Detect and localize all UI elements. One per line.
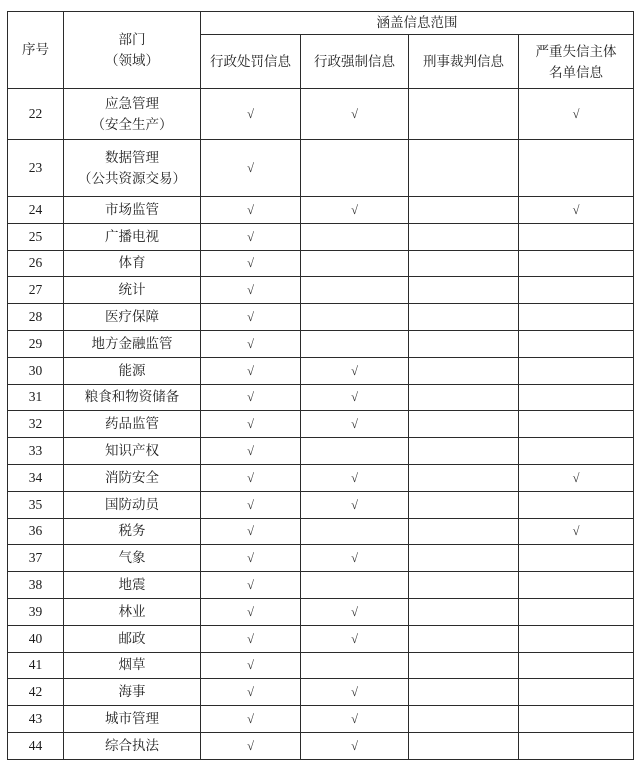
cell-check-admin-penalty: √ [201, 518, 301, 545]
table-row [8, 491, 634, 518]
cell-serial: 24 [8, 197, 64, 224]
cell-check-criminal-judgment [409, 491, 519, 518]
cell-department: 国防动员 [64, 491, 201, 518]
cell-check-admin-enforcement: √ [301, 357, 409, 384]
cell-check-admin-enforcement: √ [301, 384, 409, 411]
cell-check-admin-enforcement: √ [301, 598, 409, 625]
cell-check-admin-penalty: √ [201, 411, 301, 438]
table-body [8, 89, 634, 760]
cell-check-admin-enforcement [301, 518, 409, 545]
cell-department: 统计 [64, 277, 201, 304]
cell-check-admin-penalty: √ [201, 223, 301, 250]
cell-check-admin-enforcement: √ [301, 732, 409, 759]
cell-check-dishonest-list [519, 277, 634, 304]
cell-check-admin-penalty: √ [201, 491, 301, 518]
table-row [8, 304, 634, 331]
cell-check-criminal-judgment [409, 598, 519, 625]
cell-check-admin-penalty: √ [201, 625, 301, 652]
cell-department: 税务 [64, 518, 201, 545]
cell-check-admin-enforcement: √ [301, 679, 409, 706]
header-admin-penalty-line: 行政处罚信息 [210, 54, 291, 69]
cell-serial: 39 [8, 598, 64, 625]
cell-serial: 36 [8, 518, 64, 545]
cell-check-dishonest-list [519, 250, 634, 277]
table-row [8, 518, 634, 545]
table-row [8, 679, 634, 706]
cell-department: 体育 [64, 250, 201, 277]
cell-serial: 25 [8, 223, 64, 250]
cell-check-admin-enforcement [301, 140, 409, 197]
cell-serial: 28 [8, 304, 64, 331]
cell-check-admin-penalty: √ [201, 384, 301, 411]
cell-department: 消防安全 [64, 464, 201, 491]
cell-check-criminal-judgment [409, 140, 519, 197]
cell-check-admin-enforcement [301, 250, 409, 277]
cell-check-criminal-judgment [409, 330, 519, 357]
header-serial: 序号 [8, 12, 64, 89]
cell-check-criminal-judgment [409, 250, 519, 277]
cell-check-admin-penalty: √ [201, 357, 301, 384]
info-coverage-table [7, 11, 634, 760]
cell-check-criminal-judgment [409, 518, 519, 545]
cell-department: 林业 [64, 598, 201, 625]
cell-check-dishonest-list [519, 223, 634, 250]
cell-check-criminal-judgment [409, 572, 519, 599]
cell-check-admin-penalty: √ [201, 140, 301, 197]
cell-check-admin-enforcement [301, 304, 409, 331]
cell-check-dishonest-list [519, 545, 634, 572]
cell-check-admin-enforcement [301, 652, 409, 679]
cell-check-dishonest-list [519, 491, 634, 518]
cell-department [64, 140, 201, 197]
cell-check-admin-penalty: √ [201, 545, 301, 572]
cell-check-dishonest-list: √ [519, 197, 634, 224]
cell-department: 烟草 [64, 652, 201, 679]
cell-department-line: （安全生产） [91, 117, 173, 132]
cell-check-admin-penalty: √ [201, 706, 301, 733]
header-dishonest-list [519, 35, 634, 89]
cell-check-admin-enforcement: √ [301, 491, 409, 518]
cell-check-dishonest-list [519, 679, 634, 706]
cell-check-admin-penalty: √ [201, 438, 301, 465]
cell-check-admin-enforcement: √ [301, 411, 409, 438]
header-criminal-judgment-line: 刑事裁判信息 [423, 54, 504, 69]
cell-check-admin-penalty: √ [201, 277, 301, 304]
cell-check-criminal-judgment [409, 411, 519, 438]
table-row [8, 250, 634, 277]
cell-serial: 33 [8, 438, 64, 465]
table-row [8, 625, 634, 652]
cell-check-dishonest-list: √ [519, 518, 634, 545]
cell-department: 地方金融监管 [64, 330, 201, 357]
cell-check-dishonest-list [519, 572, 634, 599]
cell-check-criminal-judgment [409, 625, 519, 652]
cell-check-criminal-judgment [409, 357, 519, 384]
cell-check-admin-penalty: √ [201, 732, 301, 759]
table-row [8, 464, 634, 491]
table-row [8, 545, 634, 572]
header-admin-penalty [201, 35, 301, 89]
cell-check-criminal-judgment [409, 438, 519, 465]
cell-department: 能源 [64, 357, 201, 384]
table-row [8, 330, 634, 357]
cell-check-criminal-judgment [409, 545, 519, 572]
cell-serial: 43 [8, 706, 64, 733]
cell-serial: 22 [8, 89, 64, 140]
header-department-line1: 部门 [118, 32, 146, 47]
cell-serial: 35 [8, 491, 64, 518]
cell-check-criminal-judgment [409, 89, 519, 140]
cell-check-admin-enforcement: √ [301, 706, 409, 733]
cell-check-dishonest-list [519, 140, 634, 197]
cell-department-line: 数据管理 [105, 150, 159, 165]
header-department [64, 12, 201, 89]
cell-check-dishonest-list [519, 304, 634, 331]
cell-check-criminal-judgment [409, 679, 519, 706]
table-row [8, 572, 634, 599]
table-row [8, 89, 634, 140]
cell-check-admin-penalty: √ [201, 330, 301, 357]
cell-check-dishonest-list: √ [519, 464, 634, 491]
header-admin-enforcement-line: 行政强制信息 [314, 54, 395, 69]
cell-department: 知识产权 [64, 438, 201, 465]
cell-check-criminal-judgment [409, 197, 519, 224]
cell-serial: 40 [8, 625, 64, 652]
header-dishonest-list-line: 名单信息 [549, 64, 603, 80]
cell-serial: 41 [8, 652, 64, 679]
cell-check-admin-penalty: √ [201, 464, 301, 491]
cell-department: 海事 [64, 679, 201, 706]
cell-serial: 23 [8, 140, 64, 197]
cell-department: 城市管理 [64, 706, 201, 733]
cell-serial: 34 [8, 464, 64, 491]
table-row [8, 438, 634, 465]
cell-department: 医疗保障 [64, 304, 201, 331]
cell-check-criminal-judgment [409, 652, 519, 679]
cell-check-admin-penalty: √ [201, 250, 301, 277]
cell-check-admin-penalty: √ [201, 572, 301, 599]
cell-check-admin-enforcement: √ [301, 545, 409, 572]
cell-check-dishonest-list [519, 330, 634, 357]
cell-department: 广播电视 [64, 223, 201, 250]
table-row [8, 357, 634, 384]
cell-check-admin-penalty: √ [201, 652, 301, 679]
cell-serial: 37 [8, 545, 64, 572]
cell-check-admin-enforcement [301, 438, 409, 465]
header-admin-enforcement [301, 35, 409, 89]
cell-check-criminal-judgment [409, 304, 519, 331]
header-dishonest-list-line: 严重失信主体 [535, 43, 617, 59]
header-scope: 涵盖信息范围 [201, 12, 634, 35]
cell-department: 地震 [64, 572, 201, 599]
cell-department: 药品监管 [64, 411, 201, 438]
cell-check-dishonest-list [519, 384, 634, 411]
cell-check-dishonest-list [519, 652, 634, 679]
cell-department: 市场监管 [64, 197, 201, 224]
cell-department-line: 应急管理 [105, 96, 159, 111]
cell-check-admin-enforcement: √ [301, 464, 409, 491]
cell-department [64, 89, 201, 140]
cell-check-admin-enforcement [301, 572, 409, 599]
cell-department: 综合执法 [64, 732, 201, 759]
cell-check-admin-enforcement [301, 330, 409, 357]
cell-check-criminal-judgment [409, 706, 519, 733]
cell-check-criminal-judgment [409, 277, 519, 304]
table-row [8, 411, 634, 438]
cell-check-dishonest-list [519, 438, 634, 465]
table-row [8, 652, 634, 679]
cell-department: 粮食和物资储备 [64, 384, 201, 411]
header-criminal-judgment [409, 35, 519, 89]
cell-check-dishonest-list [519, 598, 634, 625]
cell-serial: 42 [8, 679, 64, 706]
table-row [8, 223, 634, 250]
table-row [8, 140, 634, 197]
cell-check-admin-enforcement: √ [301, 197, 409, 224]
cell-check-admin-penalty: √ [201, 598, 301, 625]
cell-check-admin-penalty: √ [201, 197, 301, 224]
cell-check-dishonest-list [519, 357, 634, 384]
table-row [8, 706, 634, 733]
cell-check-admin-enforcement [301, 223, 409, 250]
cell-serial: 27 [8, 277, 64, 304]
cell-check-criminal-judgment [409, 464, 519, 491]
cell-check-admin-penalty: √ [201, 679, 301, 706]
cell-check-admin-enforcement: √ [301, 625, 409, 652]
cell-check-criminal-judgment [409, 223, 519, 250]
table-row [8, 277, 634, 304]
cell-department: 气象 [64, 545, 201, 572]
table-row [8, 197, 634, 224]
table-row [8, 384, 634, 411]
cell-check-dishonest-list [519, 625, 634, 652]
cell-serial: 38 [8, 572, 64, 599]
header-department-line2: （领域） [105, 53, 159, 68]
cell-check-admin-enforcement [301, 277, 409, 304]
cell-check-criminal-judgment [409, 384, 519, 411]
table-header [8, 12, 634, 89]
cell-serial: 26 [8, 250, 64, 277]
cell-check-admin-penalty: √ [201, 89, 301, 140]
header-row-top [8, 12, 634, 35]
cell-department: 邮政 [64, 625, 201, 652]
cell-serial: 31 [8, 384, 64, 411]
cell-serial: 44 [8, 732, 64, 759]
cell-check-dishonest-list [519, 411, 634, 438]
table-row [8, 598, 634, 625]
cell-serial: 32 [8, 411, 64, 438]
cell-department-line: （公共资源交易） [78, 171, 186, 186]
cell-serial: 30 [8, 357, 64, 384]
cell-serial: 29 [8, 330, 64, 357]
cell-check-admin-enforcement: √ [301, 89, 409, 140]
cell-check-admin-penalty: √ [201, 304, 301, 331]
cell-check-dishonest-list: √ [519, 89, 634, 140]
cell-check-dishonest-list [519, 706, 634, 733]
